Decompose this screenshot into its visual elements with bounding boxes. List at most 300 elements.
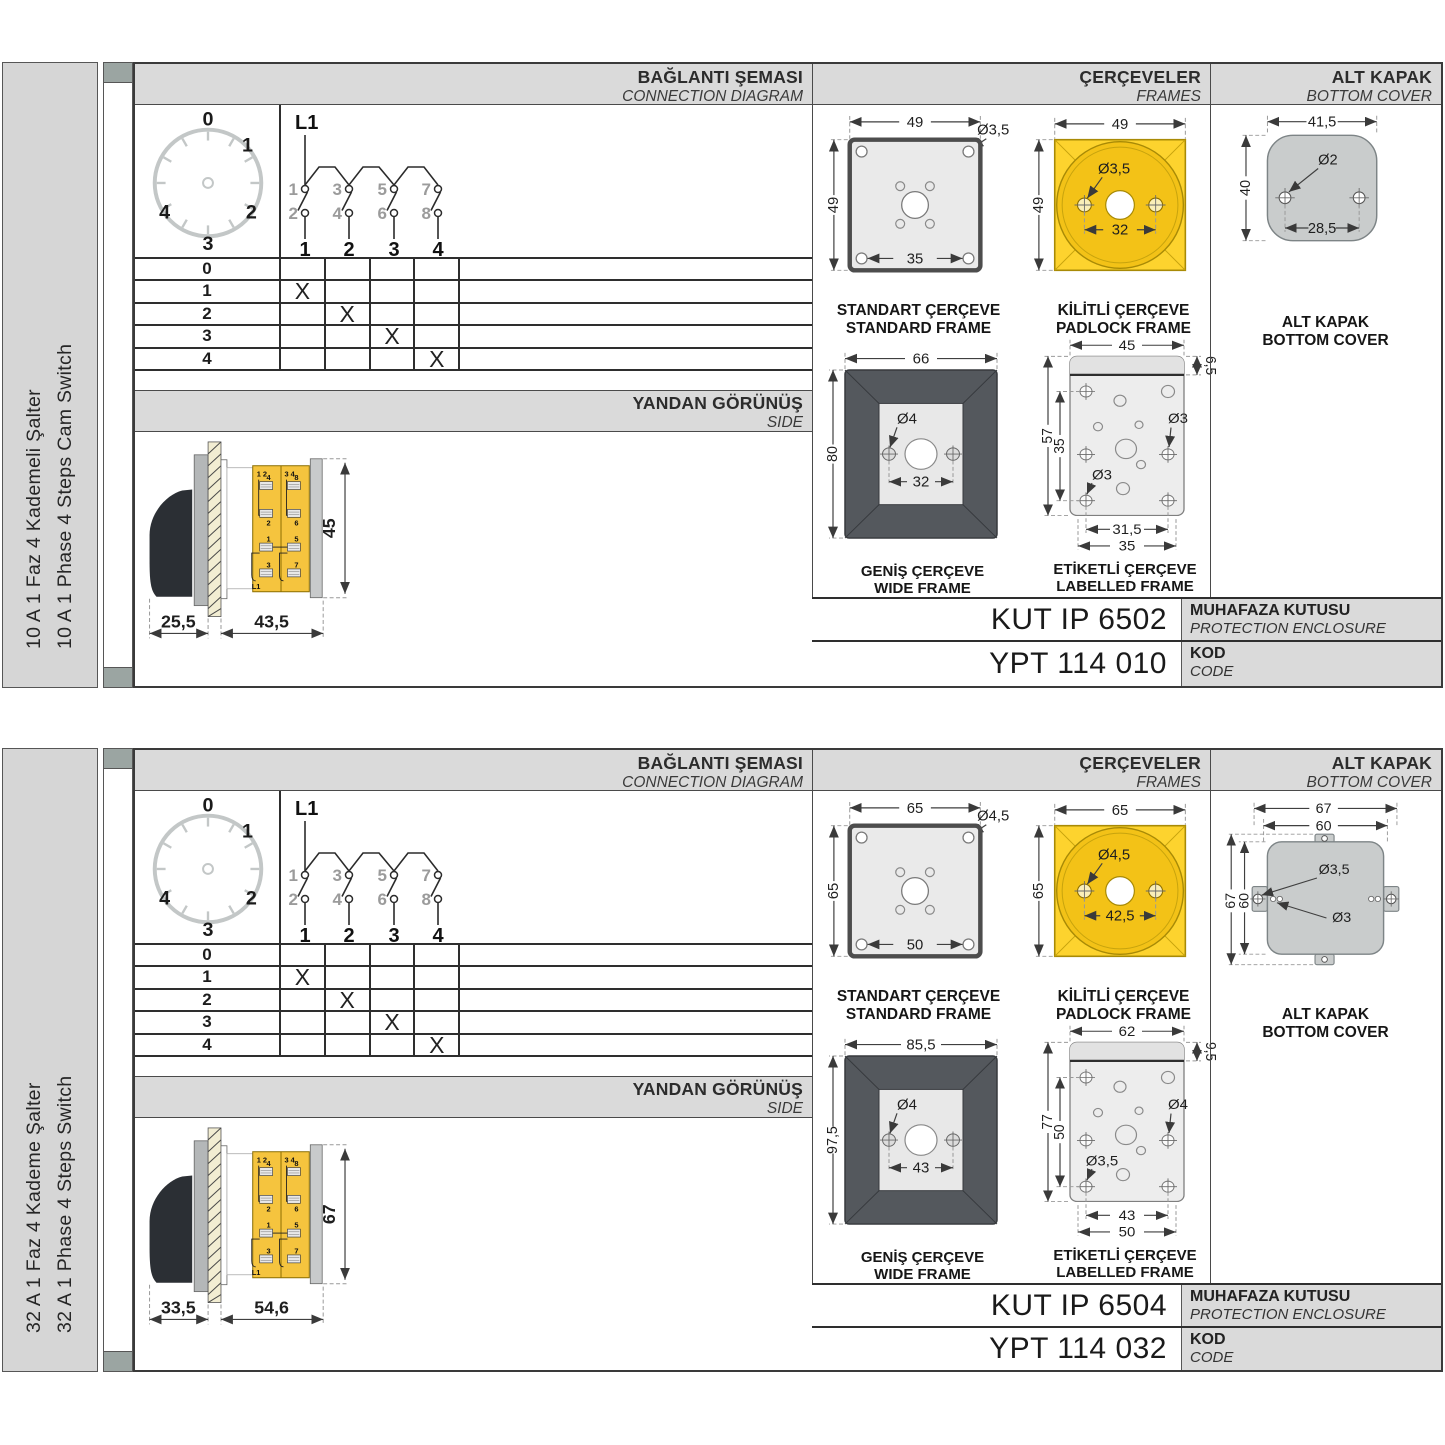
terminal-l1-label: L1	[251, 1267, 261, 1277]
dim-inner: 42,5	[1105, 908, 1135, 925]
dim-hole: Ø2	[1318, 152, 1338, 169]
mark-cell: X	[326, 304, 371, 324]
terminal-label: 5	[294, 1220, 299, 1230]
caption-tr: KİLİTLİ ÇERÇEVE	[1057, 302, 1190, 319]
output-label: 2	[343, 925, 355, 947]
dial-position-1: 1	[241, 134, 253, 157]
dim-depth: 54,6	[254, 1297, 289, 1318]
dim-width: 45	[1118, 338, 1136, 354]
code-label	[1181, 642, 1441, 686]
dim-height: 80	[824, 446, 842, 463]
circuit-input-label: L1	[295, 798, 319, 820]
dim-height: 40	[1237, 179, 1254, 197]
dim-hole-inner: Ø3	[1332, 909, 1352, 926]
code-label-en: CODE	[1190, 663, 1234, 680]
datasheet-content	[133, 62, 1443, 688]
header-frames	[812, 750, 1210, 790]
mark-cell	[415, 259, 460, 279]
dim-inner-v: 50	[1051, 1124, 1069, 1140]
contact-label: 4	[332, 204, 342, 223]
terminal-header: 1 2	[256, 1155, 268, 1165]
dial-position-1: 1	[241, 820, 253, 843]
circuit-input-label: L1	[295, 112, 319, 134]
side-header-tr: YANDAN GÖRÜNÜŞ	[632, 1079, 803, 1099]
terminal-label: 3	[266, 560, 271, 570]
padlock-frame-caption	[1026, 302, 1221, 338]
section-headers	[135, 64, 1441, 105]
table-filler	[460, 967, 812, 987]
mark-cell	[281, 349, 326, 369]
table-row	[135, 986, 812, 1013]
caption-en: WIDE FRAME	[874, 1266, 971, 1283]
section-headers	[135, 750, 1441, 791]
wide-frame-drawing	[825, 349, 1020, 561]
enclosure-code: KUT IP 6504	[990, 1288, 1167, 1322]
wide-frame-caption	[825, 1249, 1020, 1283]
dim-holes-h: 43	[1118, 1208, 1136, 1224]
contact-label: 2	[288, 890, 298, 909]
column-divider-2	[1210, 750, 1211, 1283]
enclosure-label	[1181, 1285, 1441, 1326]
terminal-label: 6	[294, 518, 299, 528]
dim-width: 49	[1111, 116, 1129, 133]
dim-height: 67	[319, 1204, 340, 1225]
labelled-frame-caption	[1030, 561, 1220, 595]
code-label-en: CODE	[1190, 1349, 1234, 1366]
mark-cell	[371, 259, 416, 279]
caption-en: STANDARD FRAME	[845, 1006, 992, 1023]
table-row	[135, 1009, 812, 1036]
bottom-cover-caption	[1218, 314, 1433, 350]
mark-cell	[415, 304, 460, 324]
table-filler	[460, 326, 812, 346]
contact-label: 5	[377, 180, 387, 199]
contact-label: 2	[288, 204, 298, 223]
dim-height: 97,5	[824, 1126, 842, 1154]
dim-height: 57	[1039, 428, 1057, 444]
enclosure-label	[1181, 599, 1441, 640]
mark-cell	[281, 304, 326, 324]
mark-cell	[415, 326, 460, 346]
mark-cell: X	[415, 349, 460, 369]
caption-tr: KİLİTLİ ÇERÇEVE	[1057, 988, 1190, 1005]
dim-hole: Ø3	[1167, 411, 1189, 427]
table-row	[135, 964, 812, 991]
switching-table	[135, 257, 812, 371]
mark-cell	[326, 1035, 371, 1055]
dial-position-4: 4	[159, 201, 171, 224]
row-label: 4	[135, 349, 281, 369]
header-connection-diagram	[135, 64, 812, 104]
terminal-header: 3 4	[284, 1155, 295, 1165]
side-view-drawing	[135, 432, 812, 686]
dim-outer-h: 50	[1118, 1225, 1136, 1241]
wide-frame-caption	[825, 563, 1020, 597]
circuit-diagram	[281, 105, 812, 261]
header-cover-tr: ALT KAPAK	[1331, 753, 1432, 773]
dim-height: 49	[1030, 196, 1047, 214]
mark-cell	[371, 990, 416, 1010]
contact-label: 6	[377, 204, 387, 223]
dim-front: 33,5	[160, 1297, 196, 1318]
terminal-label: 1	[266, 534, 271, 544]
mark-cell	[415, 990, 460, 1010]
contact-label: 8	[421, 204, 431, 223]
dim-hole-tab: Ø3,5	[1318, 862, 1350, 879]
mark-cell	[415, 967, 460, 987]
dim-inner: 35	[906, 251, 924, 268]
mark-cell: X	[371, 1012, 416, 1032]
terminal-label: 8	[294, 473, 299, 483]
row-label: 3	[135, 326, 281, 346]
side-view-header	[135, 390, 812, 432]
enclosure-code-row	[812, 597, 1441, 640]
contact-label: 3	[332, 866, 342, 885]
caption-tr: GENİŞ ÇERÇEVE	[860, 1249, 985, 1266]
caption-en: LABELLED FRAME	[1056, 1264, 1194, 1281]
contact-label: 7	[421, 180, 431, 199]
mark-cell	[371, 281, 416, 301]
column-divider-1	[812, 64, 813, 686]
dim-hole: Ø3,5	[1085, 1153, 1119, 1170]
column-divider-2	[1210, 64, 1211, 597]
caption-tr: ETİKETLİ ÇERÇEVE	[1053, 1247, 1197, 1264]
header-bottom-cover	[1210, 750, 1441, 790]
terminal-header: 1 2	[256, 469, 268, 479]
output-label: 2	[343, 239, 355, 261]
mark-cell	[371, 304, 416, 324]
dial-position-3: 3	[202, 919, 214, 942]
mark-cell	[281, 1012, 326, 1032]
mark-cell	[371, 349, 416, 369]
header-connection-diagram	[135, 750, 812, 790]
mark-cell	[371, 945, 416, 965]
product-title-turkish: 10 A 1 Faz 4 Kademeli Şalter	[23, 389, 45, 649]
output-label: 4	[432, 925, 444, 947]
enclosure-label-tr: MUHAFAZA KUTUSU	[1190, 1288, 1351, 1305]
header-connection-tr: BAĞLANTI ŞEMASI	[637, 67, 803, 87]
dim-inner: 32	[1111, 222, 1129, 239]
row-label: 0	[135, 259, 281, 279]
dim-height: 65	[825, 882, 842, 900]
output-label: 1	[299, 239, 311, 261]
product-title-turkish: 32 A 1 Faz 4 Kademe Şalter	[23, 1082, 45, 1333]
dim-inner: 43	[912, 1160, 930, 1177]
row-label: 2	[135, 990, 281, 1010]
terminal-label: 7	[294, 560, 299, 570]
dim-width: 85,5	[906, 1037, 936, 1054]
dim-band: 9,5	[1201, 1041, 1219, 1062]
header-cover-tr: ALT KAPAK	[1331, 67, 1432, 87]
bottom-cover-caption	[1218, 1006, 1433, 1042]
contact-label: 5	[377, 866, 387, 885]
terminal-label: 4	[266, 473, 271, 483]
dim-height: 67	[1223, 892, 1240, 909]
dim-band: 6,5	[1201, 355, 1219, 376]
caption-tr: ETİKETLİ ÇERÇEVE	[1053, 561, 1197, 578]
switch-handle	[150, 490, 193, 597]
header-connection-tr: BAĞLANTI ŞEMASI	[637, 753, 803, 773]
dim-hole: Ø4,5	[977, 808, 1010, 825]
dim-hole: Ø4	[1167, 1097, 1189, 1113]
terminal-label: 2	[266, 518, 271, 528]
spacer-column	[103, 62, 133, 688]
dim-inner: 32	[912, 474, 930, 491]
code-label-tr: KOD	[1190, 645, 1226, 662]
dim-inner-v: 35	[1051, 438, 1069, 454]
standard-frame-caption	[821, 988, 1016, 1024]
mark-cell	[326, 281, 371, 301]
row-label: 2	[135, 304, 281, 324]
table-row	[135, 1031, 812, 1058]
dim-hole: Ø4	[896, 411, 918, 428]
mark-cell	[281, 945, 326, 965]
product-title-sidebar	[2, 62, 98, 688]
mark-cell	[326, 349, 371, 369]
side-header-tr: YANDAN GÖRÜNÜŞ	[632, 393, 803, 413]
dim-width: 65	[906, 800, 924, 817]
switch-contacts	[298, 872, 442, 926]
dim-inner: 28,5	[1307, 220, 1337, 237]
table-filler	[460, 349, 812, 369]
switch-handle	[150, 1176, 193, 1283]
table-filler	[460, 945, 812, 965]
header-frames	[812, 64, 1210, 104]
dim-height: 77	[1039, 1114, 1057, 1130]
caption-en: LABELLED FRAME	[1056, 578, 1194, 595]
contact-label: 1	[288, 180, 298, 199]
header-frames-en: FRAMES	[1136, 88, 1201, 105]
terminal-label: 7	[294, 1246, 299, 1256]
corner-marker-top	[103, 748, 133, 769]
terminal-label: 3	[266, 1246, 271, 1256]
enclosure-label-en: PROTECTION ENCLOSURE	[1190, 620, 1386, 637]
terminal-label: 1	[266, 1220, 271, 1230]
product-panel-2	[0, 748, 1445, 1372]
terminal-label: 5	[294, 534, 299, 544]
caption-en: BOTTOM COVER	[1262, 1024, 1389, 1041]
dial-position-2: 2	[245, 201, 257, 224]
padlock-frame-drawing	[1026, 796, 1221, 986]
product-title-sidebar	[2, 748, 98, 1372]
mark-cell	[326, 326, 371, 346]
terminal-label: 4	[266, 1159, 271, 1169]
table-filler	[460, 1012, 812, 1032]
side-view-header	[135, 1076, 812, 1118]
header-cover-en: BOTTOM COVER	[1306, 774, 1432, 791]
terminal-label: 8	[294, 1159, 299, 1169]
product-code: YPT 114 032	[989, 1332, 1167, 1365]
standard-frame-drawing	[821, 796, 1016, 986]
dim-width: 65	[1111, 802, 1129, 819]
contact-label: 7	[421, 866, 431, 885]
terminal-l1-label: L1	[251, 581, 261, 591]
caption-tr: ALT KAPAK	[1281, 314, 1370, 331]
output-label: 3	[388, 925, 400, 947]
mark-cell	[326, 945, 371, 965]
header-connection-en: CONNECTION DIAGRAM	[622, 774, 803, 791]
table-row	[135, 945, 812, 967]
row-label: 3	[135, 1012, 281, 1032]
spacer-column	[103, 748, 133, 1372]
mark-cell: X	[281, 281, 326, 301]
padlock-frame-caption	[1026, 988, 1221, 1024]
caption-tr: STANDART ÇERÇEVE	[836, 988, 1001, 1005]
header-frames-tr: ÇERÇEVELER	[1079, 67, 1201, 87]
column-divider-1	[812, 750, 813, 1370]
row-label: 1	[135, 281, 281, 301]
contact-label: 3	[332, 180, 342, 199]
dim-width: 67	[1315, 801, 1332, 818]
dial-position-0: 0	[202, 794, 214, 817]
side-header-en: SIDE	[766, 1100, 803, 1117]
dim-hole: Ø3,5	[1098, 161, 1131, 178]
mark-cell	[415, 1012, 460, 1032]
dial-position-4: 4	[159, 887, 171, 910]
dim-height: 65	[1030, 882, 1047, 900]
product-code: YPT 114 010	[989, 647, 1167, 680]
caption-en: BOTTOM COVER	[1262, 332, 1389, 349]
dim-hole: Ø4,5	[1098, 847, 1131, 864]
padlock-frame-drawing	[1026, 110, 1221, 300]
bottom-cover-drawing	[1218, 108, 1433, 308]
table-filler	[460, 990, 812, 1010]
mark-cell: X	[281, 967, 326, 987]
caption-en: STANDARD FRAME	[845, 320, 992, 337]
product-panel-1	[0, 62, 1445, 688]
mark-cell	[326, 259, 371, 279]
terminal-label: 6	[294, 1204, 299, 1214]
dim-outer-h: 35	[1118, 539, 1136, 555]
wide-frame-drawing	[825, 1035, 1020, 1247]
table-filler	[460, 1035, 812, 1055]
bottom-cover-drawing	[1213, 798, 1438, 998]
contact-label: 6	[377, 890, 387, 909]
dim-hole: Ø3,5	[977, 122, 1010, 139]
mark-cell	[415, 945, 460, 965]
product-title-english: 32 A 1 Phase 4 Steps Switch	[54, 1075, 76, 1333]
dim-height: 49	[825, 196, 842, 214]
terminal-header: 3 4	[284, 469, 295, 479]
side-header-en: SIDE	[766, 414, 803, 431]
table-row	[135, 278, 812, 305]
corner-marker-bottom	[103, 1351, 133, 1372]
dial-position-3: 3	[202, 233, 214, 256]
table-row	[135, 300, 812, 327]
header-connection-en: CONNECTION DIAGRAM	[622, 88, 803, 105]
caption-en: WIDE FRAME	[874, 580, 971, 597]
dim-height-inner: 60	[1236, 892, 1253, 909]
mark-cell: X	[371, 326, 416, 346]
enclosure-label-en: PROTECTION ENCLOSURE	[1190, 1306, 1386, 1323]
standard-frame-drawing	[821, 110, 1016, 300]
labelled-frame-caption	[1030, 1247, 1220, 1281]
switching-table	[135, 943, 812, 1057]
table-row	[135, 345, 812, 372]
mark-cell: X	[326, 990, 371, 1010]
product-code-row	[812, 1326, 1441, 1370]
side-view-drawing	[135, 1118, 812, 1372]
dim-front: 25,5	[160, 611, 196, 632]
caption-tr: ALT KAPAK	[1281, 1006, 1370, 1023]
header-bottom-cover	[1210, 64, 1441, 104]
dim-width-inner: 60	[1315, 818, 1332, 835]
dim-depth: 43,5	[254, 611, 289, 632]
header-cover-en: BOTTOM COVER	[1306, 88, 1432, 105]
row-label: 1	[135, 967, 281, 987]
output-label: 3	[388, 239, 400, 261]
dim-hole: Ø3	[1091, 467, 1113, 484]
dial-position-2: 2	[245, 887, 257, 910]
standard-frame-caption	[821, 302, 1016, 338]
datasheet-content	[133, 748, 1443, 1372]
enclosure-code: KUT IP 6502	[990, 602, 1167, 636]
dim-hole: Ø4	[896, 1097, 918, 1114]
table-filler	[460, 281, 812, 301]
labelled-frame-drawing	[1038, 336, 1219, 558]
mark-cell	[281, 990, 326, 1010]
dim-width: 41,5	[1307, 114, 1337, 131]
caption-tr: GENİŞ ÇERÇEVE	[860, 563, 985, 580]
output-label: 1	[299, 925, 311, 947]
switch-contacts	[298, 186, 442, 240]
row-label: 4	[135, 1035, 281, 1055]
product-title-english: 10 A 1 Phase 4 Steps Cam Switch	[54, 343, 76, 649]
caption-en: PADLOCK FRAME	[1056, 320, 1191, 337]
corner-marker-bottom	[103, 667, 133, 688]
header-frames-en: FRAMES	[1136, 774, 1201, 791]
rotary-dial-cell	[135, 105, 281, 257]
product-code-row	[812, 640, 1441, 686]
dim-inner: 50	[906, 937, 924, 954]
table-row	[135, 259, 812, 281]
mark-cell	[371, 1035, 416, 1055]
contact-label: 8	[421, 890, 431, 909]
enclosure-code-row	[812, 1283, 1441, 1326]
mark-cell	[281, 1035, 326, 1055]
table-filler	[460, 304, 812, 324]
mark-cell	[371, 967, 416, 987]
rotary-dial-diagram	[135, 105, 281, 257]
enclosure-label-tr: MUHAFAZA KUTUSU	[1190, 602, 1351, 619]
labelled-frame-drawing	[1038, 1022, 1219, 1244]
circuit-diagram	[281, 791, 812, 947]
rotary-dial-cell	[135, 791, 281, 943]
code-label	[1181, 1328, 1441, 1370]
mark-cell	[415, 281, 460, 301]
corner-marker-top	[103, 62, 133, 83]
table-filler	[460, 259, 812, 279]
mark-cell	[281, 259, 326, 279]
mark-cell	[326, 967, 371, 987]
dim-holes-h: 31,5	[1112, 522, 1142, 538]
mark-cell	[326, 1012, 371, 1032]
mark-cell: X	[415, 1035, 460, 1055]
dial-position-0: 0	[202, 108, 214, 131]
dim-width: 66	[912, 351, 930, 368]
dim-width: 62	[1118, 1024, 1136, 1040]
terminal-label: 2	[266, 1204, 271, 1214]
rotary-dial-diagram	[135, 791, 281, 943]
mark-cell	[281, 326, 326, 346]
table-row	[135, 323, 812, 350]
caption-en: PADLOCK FRAME	[1056, 1006, 1191, 1023]
row-label: 0	[135, 945, 281, 965]
header-frames-tr: ÇERÇEVELER	[1079, 753, 1201, 773]
contact-label: 1	[288, 866, 298, 885]
contact-label: 4	[332, 890, 342, 909]
code-label-tr: KOD	[1190, 1331, 1226, 1348]
